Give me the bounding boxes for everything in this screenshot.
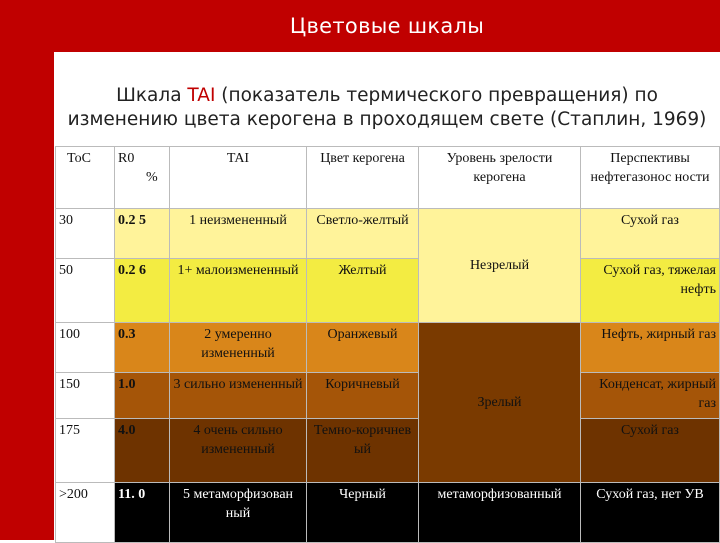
header-color-label: Цвет керогена xyxy=(320,151,405,166)
header-temp xyxy=(56,147,115,209)
cell-color: Черный xyxy=(307,483,419,543)
header-tai-label: TAI xyxy=(226,151,250,166)
cell-temp: >200 xyxy=(56,483,115,543)
cell-tai: 5 метаморфизован ный xyxy=(170,483,307,543)
header-temp-label: ToC xyxy=(67,151,91,166)
header-row xyxy=(56,147,720,209)
cell-color: Коричневый xyxy=(307,373,419,419)
table-row xyxy=(56,373,720,419)
cell-prospects: Сухой газ, нет УВ xyxy=(581,483,720,543)
cell-color: Оранжевый xyxy=(307,323,419,373)
header-maturity-label: Уровень зрелости керогена xyxy=(446,151,553,185)
cell-r0: 11. 0 xyxy=(115,483,170,543)
cell-r0: 0.2 6 xyxy=(115,259,170,323)
cell-maturity-metamorphosed: метаморфизованный xyxy=(419,483,581,543)
subtitle-prefix: Шкала xyxy=(116,85,188,106)
tai-scale-table xyxy=(55,146,720,543)
cell-r0: 1.0 xyxy=(115,373,170,419)
table-row xyxy=(56,323,720,373)
cell-prospects: Сухой газ xyxy=(581,419,720,483)
slide-title: Цветовые шкалы xyxy=(289,14,485,38)
header-tai xyxy=(170,147,307,209)
cell-color: Темно-коричнев ый xyxy=(307,419,419,483)
cell-prospects: Конденсат, жирный газ xyxy=(581,373,720,419)
cell-temp: 150 xyxy=(56,373,115,419)
table-row xyxy=(56,483,720,543)
header-r0-label: R0 xyxy=(118,151,135,166)
cell-temp: 175 xyxy=(56,419,115,483)
cell-prospects: Нефть, жирный газ xyxy=(581,323,720,373)
cell-tai: 1 неизмененный xyxy=(170,209,307,259)
subtitle-line-2: изменению цвета керогена в проходящем свете (Стаплин, 1969) xyxy=(67,109,707,130)
cell-r0: 4.0 xyxy=(115,419,170,483)
cell-maturity-mature: Зрелый xyxy=(419,323,581,483)
cell-r0: 0.3 xyxy=(115,323,170,373)
header-r0-unit: % xyxy=(146,170,158,185)
subtitle-line-1-rest: (показатель термического превращения) по xyxy=(215,85,658,106)
cell-prospects: Сухой газ xyxy=(581,209,720,259)
cell-temp: 100 xyxy=(56,323,115,373)
slide-title-bar xyxy=(54,0,720,52)
cell-maturity-immature: Незрелый xyxy=(419,209,581,323)
cell-tai: 1+ малоизмененный xyxy=(170,259,307,323)
cell-tai: 4 очень сильно измененный xyxy=(170,419,307,483)
cell-temp: 30 xyxy=(56,209,115,259)
header-color xyxy=(307,147,419,209)
subtitle xyxy=(54,84,720,132)
header-prospects-label: Перспективы нефтегазонос ности xyxy=(590,151,710,185)
cell-color: Желтый xyxy=(307,259,419,323)
subtitle-tai-term: TAI xyxy=(187,85,216,106)
subtitle-line-1 xyxy=(54,84,720,108)
cell-temp: 50 xyxy=(56,259,115,323)
table-row xyxy=(56,419,720,483)
header-r0 xyxy=(115,147,170,209)
table-row xyxy=(56,259,720,323)
cell-tai: 3 сильно измененный xyxy=(170,373,307,419)
header-prospects xyxy=(581,147,720,209)
cell-r0: 0.2 5 xyxy=(115,209,170,259)
cell-color: Светло-желтый xyxy=(307,209,419,259)
cell-prospects: Сухой газ, тяжелая нефть xyxy=(581,259,720,323)
cell-tai: 2 умеренно измененный xyxy=(170,323,307,373)
table-row xyxy=(56,209,720,259)
header-maturity xyxy=(419,147,581,209)
left-accent-bar xyxy=(0,0,54,540)
